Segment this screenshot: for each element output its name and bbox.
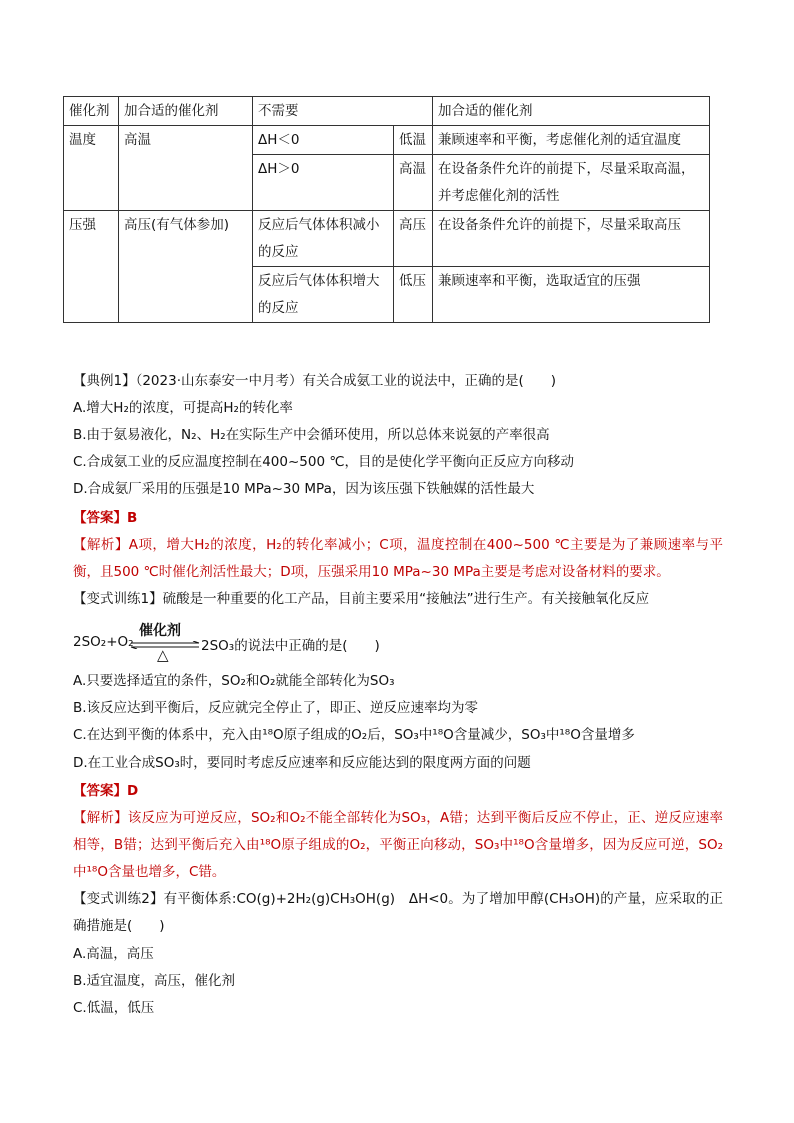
table-row: [64, 211, 710, 267]
variant1-analysis: 【解析】该反应为可逆反应，SO₂和O₂不能全部转化为SO₃，A错；达到平衡后反应不停止，正、逆反应速率相等，B错；达到平衡后充入由¹⁸O原子组成的O₂，平衡正向移动，SO₃中¹⁸O含量增多，因为反应可逆，SO₂中¹⁸O含量也增多，C错。: [73, 810, 723, 880]
table-cell: 在设备条件允许的前提下，尽量采取高温，并考虑催化剂的活性: [433, 155, 710, 211]
variant1-question: 【变式训练1】硫酸是一种重要的化工产品，目前主要采用“接触法”进行生产。有关接触氧化反应: [73, 591, 650, 607]
condition-table: [63, 96, 710, 323]
table-cell: 兼顾速率和平衡，考虑催化剂的适宜温度: [433, 126, 710, 155]
example1-option-a: A.增大H₂的浓度，可提高H₂的转化率: [73, 400, 293, 416]
equation-heat: △: [157, 646, 169, 664]
variant1-answer: 【答案】D: [73, 783, 139, 799]
table-row: [64, 97, 710, 126]
table-cell: ΔH＞0: [253, 155, 394, 211]
table-cell: ΔH＜0: [253, 126, 394, 155]
table-cell: 反应后气体体积减小的反应: [253, 211, 394, 267]
table-cell: 高压(有气体参加): [119, 211, 253, 323]
table-cell: 兼顾速率和平衡，选取适宜的压强: [433, 267, 710, 323]
equation-catalyst: 催化剂: [139, 623, 181, 639]
example1-option-b: B.由于氨易液化，N₂、H₂在实际生产中会循环使用，所以总体来说氨的产率很高: [73, 427, 550, 443]
table-cell: 低温: [394, 126, 433, 155]
table-cell: 高温: [119, 126, 253, 211]
table-cell: 压强: [64, 211, 119, 323]
equation-reactants: 2SO₂+O₂: [73, 634, 134, 650]
example1-analysis: 【解析】A项，增大H₂的浓度，H₂的转化率减小；C项，温度控制在400~500 ℃主要是为了兼顾速率与平衡，且500 ℃时催化剂活性最大；D项，压强采用10 MPa~30 MPa主要是考虑对设备材料的要求。: [73, 537, 723, 580]
variant2-option-b: B.适宜温度，高压，催化剂: [73, 973, 236, 989]
variant2-option-a: A.高温，高压: [73, 946, 154, 962]
table-cell: 加合适的催化剂: [433, 97, 710, 126]
table-cell: 加合适的催化剂: [119, 97, 253, 126]
table-cell: 在设备条件允许的前提下，尽量采取高压: [433, 211, 710, 267]
variant1-option-a: A.只要选择适宜的条件，SO₂和O₂就能全部转化为SO₃: [73, 673, 395, 689]
table-cell: 高压: [394, 211, 433, 267]
table-row: [64, 126, 710, 155]
variant1-option-d: D.在工业合成SO₃时，要同时考虑反应速率和反应能达到的限度两方面的问题: [73, 755, 531, 771]
table-cell: 反应后气体体积增大的反应: [253, 267, 394, 323]
example1-question: 【典例1】（2023·山东泰安一中月考）有关合成氨工业的说法中，正确的是( ): [73, 373, 557, 389]
example1-option-d: D.合成氨厂采用的压强是10 MPa~30 MPa，因为该压强下铁触媒的活性最大: [73, 481, 535, 497]
table-cell: 低压: [394, 267, 433, 323]
example1-answer: 【答案】B: [73, 510, 138, 526]
variant1-option-c: C.在达到平衡的体系中，充入由¹⁸O原子组成的O₂后，SO₃中¹⁸O含量减少，SO₃中¹⁸O含量增多: [73, 727, 635, 743]
variant1-option-b: B.该反应达到平衡后，反应就完全停止了，即正、逆反应速率均为零: [73, 700, 479, 716]
table-cell: 温度: [64, 126, 119, 211]
equation-products: 2SO₃的说法中正确的是( ): [201, 638, 380, 654]
example1-option-c: C.合成氨工业的反应温度控制在400~500 ℃，目的是使化学平衡向正反应方向移动: [73, 454, 575, 470]
table-cell: 催化剂: [64, 97, 119, 126]
variant2-question: 【变式训练2】有平衡体系:CO(g)+2H₂(g)CH₃OH(g) ΔH<0。为了增加甲醇(CH₃OH)的产量，应采取的正确措施是( ): [73, 891, 723, 934]
variant2-option-c: C.低温，低压: [73, 1000, 155, 1016]
table-cell: 不需要: [253, 97, 433, 126]
table-cell: 高温: [394, 155, 433, 211]
